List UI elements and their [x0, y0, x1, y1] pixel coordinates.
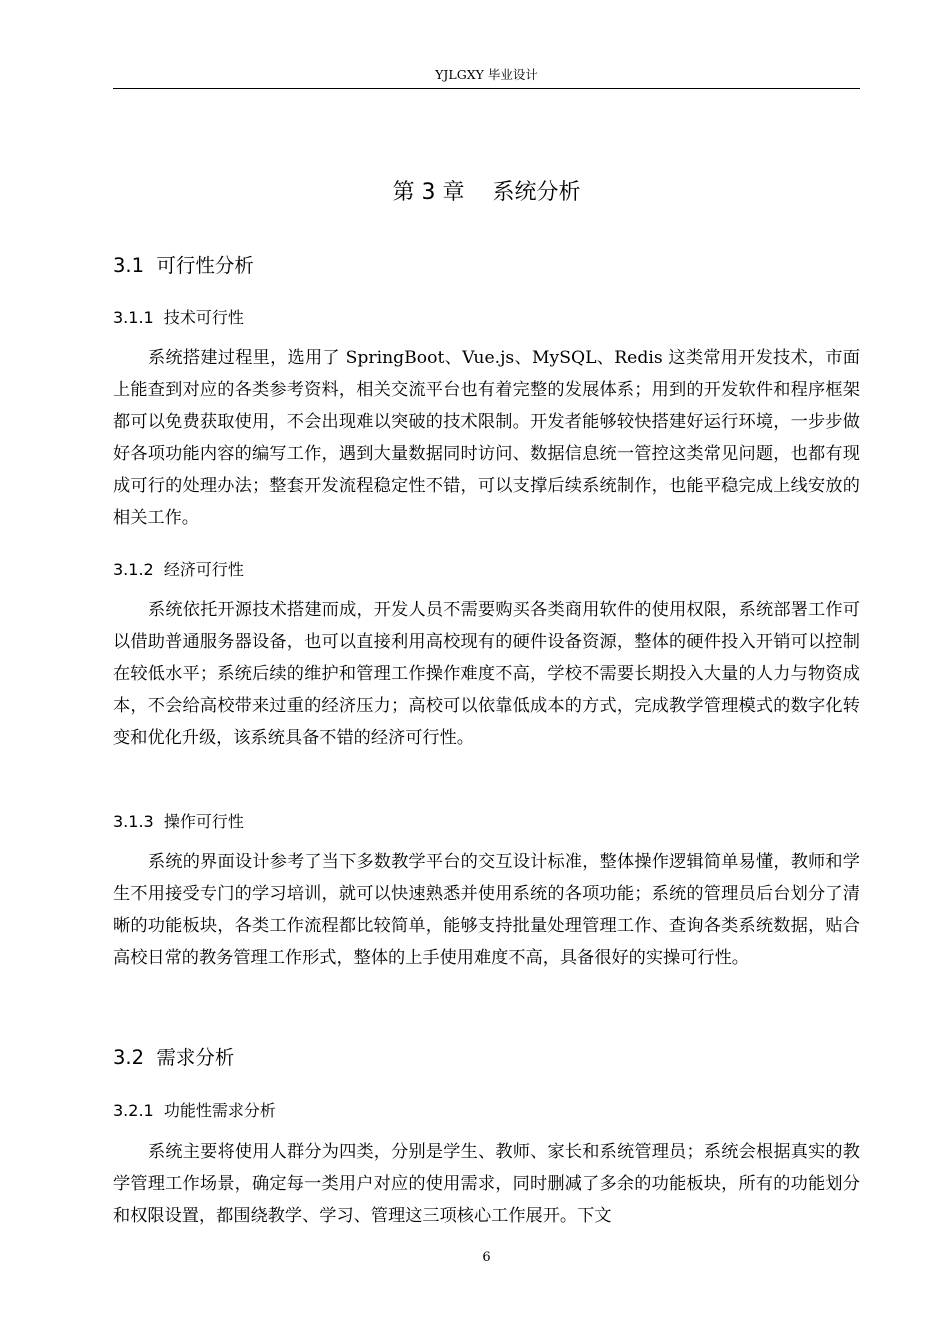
running-header: [113, 66, 860, 89]
subsection-heading-3-1-1: 3.1.1 技术可行性: [113, 308, 244, 327]
subsection-heading-3-2-1: 3.2.1 功能性需求分析: [113, 1101, 276, 1120]
paragraph-technical-feasibility: 系统搭建过程里，选用了 SpringBoot、Vue.js、MySQL、Redis 这类常用开发技术，市面上能查到对应的各类参考资料，相关交流平台也有着完整的发展体系；用到的开发软件和程序框架都可以免费获取使用，不会出现难以突破的技术限制。开发者能够较快搭建好运行环境，一步步做好各项功能内容的编写工作，遇到大量数据同时访问、数据信息统一管控这类常见问题，也都有现成可行的处理办法；整套开发流程稳定性不错，可以支撑后续系统制作，也能平稳完成上线安放的相关工作。: [113, 348, 860, 528]
paragraph-operational-feasibility: 系统的界面设计参考了当下多数教学平台的交互设计标准，整体操作逻辑简单易懂，教师和学生不用接受专门的学习培训，就可以快速熟悉并使用系统的各项功能；系统的管理员后台划分了清晰的功能板块，各类工作流程都比较简单，能够支持批量处理管理工作、查询各类系统数据，贴合高校日常的教务管理工作形式，整体的上手使用难度不高，具备很好的实操可行性。: [113, 852, 860, 968]
running-header-title: YJLGXY 毕业设计: [435, 67, 538, 82]
paragraph-functional-requirements: 系统主要将使用人群分为四类，分别是学生、教师、家长和系统管理员；系统会根据真实的教学管理工作场景，确定每一类用户对应的使用需求，同时删减了多余的功能板块，所有的功能划分和权限设置，都围绕教学、学习、管理这三项核心工作展开。下文: [113, 1142, 860, 1226]
subsection-heading-3-1-3: 3.1.3 操作可行性: [113, 812, 244, 831]
section-heading-3-2: 3.2 需求分析: [113, 1046, 235, 1069]
chapter-title: 第 3 章 系统分析: [392, 180, 581, 205]
subsection-heading-3-1-2: 3.1.2 经济可行性: [113, 560, 244, 579]
paragraph-economic-feasibility: 系统依托开源技术搭建而成，开发人员不需要购买各类商用软件的使用权限，系统部署工作可以借助普通服务器设备，也可以直接利用高校现有的硬件设备资源，整体的硬件投入开销可以控制在较低水平；系统后续的维护和管理工作操作难度不高，学校不需要长期投入大量的人力与物资成本，不会给高校带来过重的经济压力；高校可以依靠低成本的方式，完成教学管理模式的数字化转变和优化升级，该系统具备不错的经济可行性。: [113, 600, 860, 748]
page-number: 6: [482, 1250, 491, 1265]
section-heading-3-1: 3.1 可行性分析: [113, 254, 254, 277]
